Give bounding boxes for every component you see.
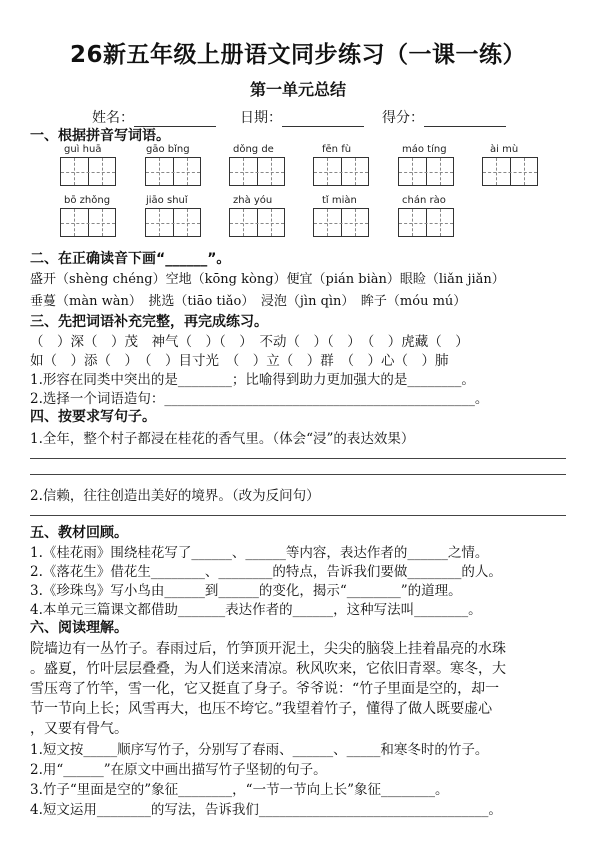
date-field[interactable]: [240, 107, 364, 127]
section-1-heading: 一、根据拼音写词语。: [30, 128, 170, 144]
writing-grid[interactable]: [313, 157, 369, 186]
question-s6-3[interactable]: 3.竹子“里面是空的”象征________，“一节一节向上长”象征________。: [30, 782, 449, 798]
score-field[interactable]: [382, 107, 506, 127]
writing-grid[interactable]: [60, 157, 116, 186]
question-s3-1[interactable]: 1.形容在同类中突出的是________；比喻得到助力更加强大的是________。: [30, 372, 475, 388]
idiom-fill-line[interactable]: 如（ ）添（ ） （ ）目寸光 （ ）立（ ）群 （ ）心（ ）肺: [30, 353, 449, 369]
pinyin-label: guì huā: [64, 144, 102, 155]
page-subtitle: 第一单元总结: [249, 80, 346, 99]
pinyin-label: fēn fù: [322, 144, 352, 155]
pinyin-label: gāo bǐng: [146, 144, 190, 155]
pinyin-label: chán rào: [402, 195, 446, 206]
writing-grid[interactable]: [313, 208, 369, 237]
question-s6-2[interactable]: 2.用“______”在原文中画出描写竹子坚韧的句子。: [30, 762, 327, 778]
name-label: 姓名：: [92, 110, 134, 126]
answer-line[interactable]: [30, 474, 566, 475]
question-s6-4[interactable]: 4.短文运用________的写法，告诉我们__________________________________。: [30, 802, 502, 818]
question-s6-1[interactable]: 1.短文按_____顺序写竹子，分别写了春雨、______、_____和寒冬时的竹子。: [30, 742, 489, 758]
review-line[interactable]: 4.本单元三篇课文都借助_______表达作者的______，这种写法叫________。: [30, 602, 482, 618]
pinyin-label: jiāo shuǐ: [146, 195, 188, 206]
name-field[interactable]: [92, 107, 216, 127]
section-3-heading: 三、先把词语补充完整，再完成练习。: [30, 314, 268, 330]
passage-line: 雪压弯了竹竿，雪一化，它又挺直了身子。爷爷说：“竹子里面是空的，却一: [30, 681, 500, 697]
section-4-heading: 四、按要求写句子。: [30, 409, 156, 425]
review-line[interactable]: 2.《落花生》借花生________、________的特点，告诉我们要做________的人。: [30, 564, 502, 580]
score-blank[interactable]: [424, 112, 506, 127]
page-title: 26新五年级上册语文同步练习（一课一练）: [69, 42, 526, 68]
question-s4-1: 1.全年，整个村子都浸在桂花的香气里。（体会“浸”的表达效果）: [30, 431, 415, 447]
date-blank[interactable]: [282, 112, 364, 127]
writing-grid[interactable]: [145, 208, 201, 237]
pinyin-label: máo tíng: [402, 144, 447, 155]
score-label: 得分：: [382, 110, 424, 126]
section-6-heading: 六、阅读理解。: [30, 620, 128, 636]
writing-grid[interactable]: [398, 208, 454, 237]
answer-line[interactable]: [30, 458, 566, 459]
writing-grid[interactable]: [229, 208, 285, 237]
pinyin-label: dǒng de: [233, 144, 274, 155]
section-2-heading: 二、在正确读音下画“______”。: [30, 251, 231, 267]
section-5-heading: 五、教材回顾。: [30, 525, 128, 541]
passage-line: 。盛夏，竹叶层层叠叠，为人们送来清凉。秋风吹来，它依旧青翠。寒冬，大: [30, 661, 506, 677]
writing-grid[interactable]: [398, 157, 454, 186]
question-s3-2[interactable]: 2.选择一个词语造句：______________________________________________。: [30, 391, 489, 407]
pinyin-label: bō zhǒng: [64, 195, 111, 206]
review-line[interactable]: 1.《桂花雨》围绕桂花写了______、______等内容，表达作者的______之情。: [30, 545, 489, 561]
writing-grid[interactable]: [60, 208, 116, 237]
review-line[interactable]: 3.《珍珠鸟》写小鸟由______到______的变化，揭示“________”的道理。: [30, 583, 462, 599]
writing-grid[interactable]: [145, 157, 201, 186]
pinyin-label: tǐ miàn: [322, 195, 357, 206]
passage-line: 节一节向上长；风雪再大，也压不垮它。”我望着竹子，懂得了做人既要虚心: [30, 701, 493, 717]
pronunciation-line[interactable]: 垂蔓（màn wàn） 挑选（tiāo tiǎo） 浸泡（jìn qìn） 眸子（móu mú）: [30, 294, 467, 309]
pronunciation-line[interactable]: 盛开（shèng chéng）空地（kōng kòng）便宜（pián biàn）眼睑（liǎn jiǎn）: [30, 272, 505, 287]
answer-line[interactable]: [30, 515, 566, 516]
writing-grid[interactable]: [229, 157, 285, 186]
passage-line: 院墙边有一丛竹子。春雨过后，竹笋顶开泥土，尖尖的脑袋上挂着晶亮的水珠: [30, 641, 506, 657]
date-label: 日期：: [240, 110, 282, 126]
question-s4-2: 2.信赖，往往创造出美好的境界。（改为反问句）: [30, 488, 320, 504]
pinyin-label: ài mù: [490, 144, 519, 155]
passage-line: ，又要有骨气。: [30, 721, 128, 737]
pinyin-label: zhà yóu: [233, 195, 273, 206]
writing-grid[interactable]: [482, 157, 538, 186]
idiom-fill-line[interactable]: （ ）深（ ）茂 神气（ ）（ ） 不动（ ）（ ） （ ）虎藏（ ）: [30, 334, 469, 350]
